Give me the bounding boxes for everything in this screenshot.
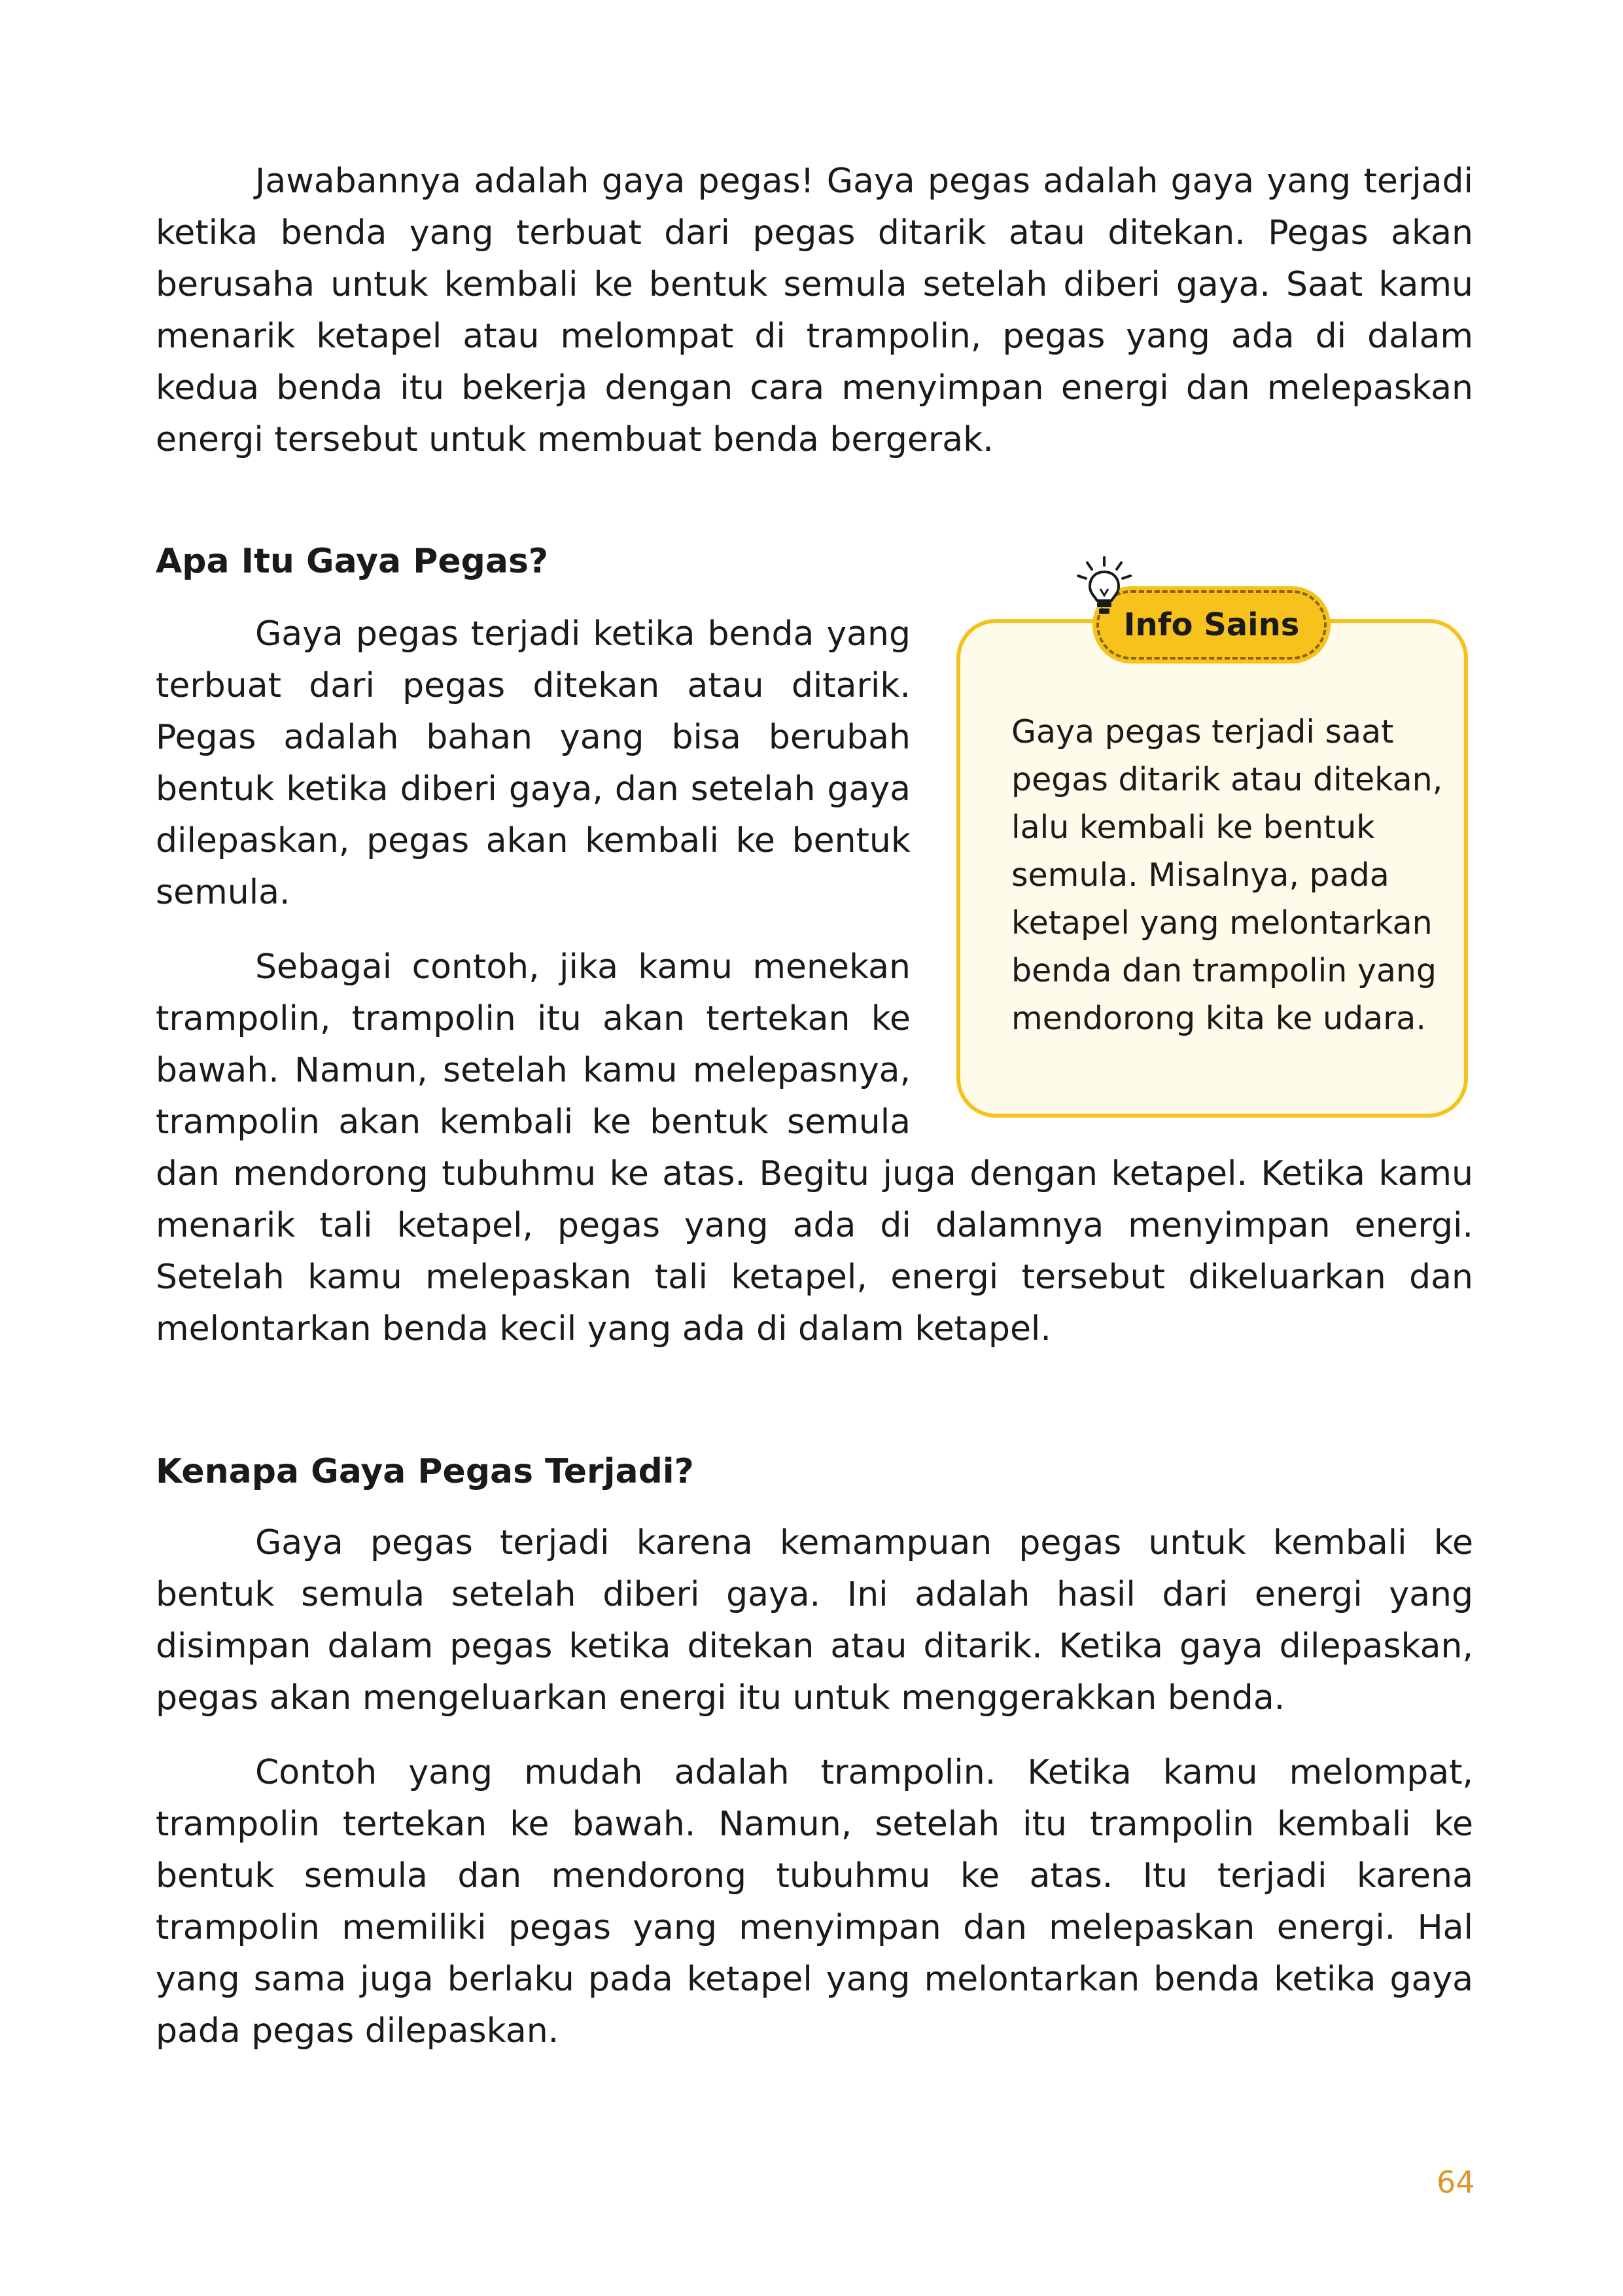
info-sains-title: Info Sains — [1096, 590, 1327, 660]
info-box-text: Gaya pegas terjadi saat pegas ditarik atau ditekan, lalu kembali ke bentuk semula. Misalnya, pada ketapel yang melontarkan benda dan trampolin yang mendorong kita ke udara. — [1011, 713, 1443, 1037]
section2-paragraph-1: Gaya pegas terjadi karena kemampuan pegas untuk kembali ke bentuk semula setelah diberi gaya. Ini adalah hasil dari energi yang disimpan dalam pegas ketika ditekan atau ditarik. Ketika gaya dilepaskan, pegas akan mengeluarkan energi itu untuk menggerakkan benda. — [156, 1523, 1473, 1718]
page-number: 64 — [1437, 2164, 1475, 2200]
section1-paragraph-2: Sebagai contoh, jika kamu menekan trampolin, trampolin itu akan tertekan ke bawah. Namun, setelah kamu melepasnya, trampolin akan kembali ke bentuk semula dan mendorong tubuhmu ke atas. Begitu juga dengan ketapel. Ketika kamu menarik tali ketapel, pegas yang ada di dalamnya menyimpan energi. Setelah kamu melepaskan tali ketapel, energi tersebut dikeluarkan dan melontarkan benda kecil yang ada di dalam ketapel. — [156, 947, 1473, 1349]
intro-paragraph: Jawabannya adalah gaya pegas! Gaya pegas adalah gaya yang terjadi ketika benda yang terbuat dari pegas ditarik atau ditekan. Pegas akan berusaha untuk kembali ke bentuk semula setelah diberi gaya. Saat kamu menarik ketapel atau melompat di trampolin, pegas yang ada di dalam kedua benda itu bekerja dengan cara menyimpan energi dan melepaskan energi tersebut untuk membuat benda bergerak. — [156, 162, 1473, 459]
section1-paragraph-1: Gaya pegas terjadi ketika benda yang terbuat dari pegas ditekan atau ditarik. Pegas adalah bahan yang bisa berubah bentuk ketika diberi gaya, dan setelah gaya dilepaskan, pegas akan kembali ke bentuk semula. — [156, 614, 911, 912]
lightbulb-icon — [1073, 555, 1136, 620]
info-sains-box — [956, 619, 1468, 1118]
section2-paragraph-2: Contoh yang mudah adalah trampolin. Ketika kamu melompat, trampolin tertekan ke bawah. Namun, setelah itu trampolin kembali ke bentuk semula dan mendorong tubuhmu ke atas. Itu terjadi karena trampolin memiliki pegas yang menyimpan dan melepaskan energi. Hal yang sama juga berlaku pada ketapel yang melontarkan benda ketika gaya pada pegas dilepaskan. — [156, 1753, 1473, 2051]
section-heading-kenapa-gaya-pegas-terjadi: Kenapa Gaya Pegas Terjadi? — [156, 1452, 694, 1491]
section-heading-apa-itu-gaya-pegas: Apa Itu Gaya Pegas? — [156, 542, 549, 581]
